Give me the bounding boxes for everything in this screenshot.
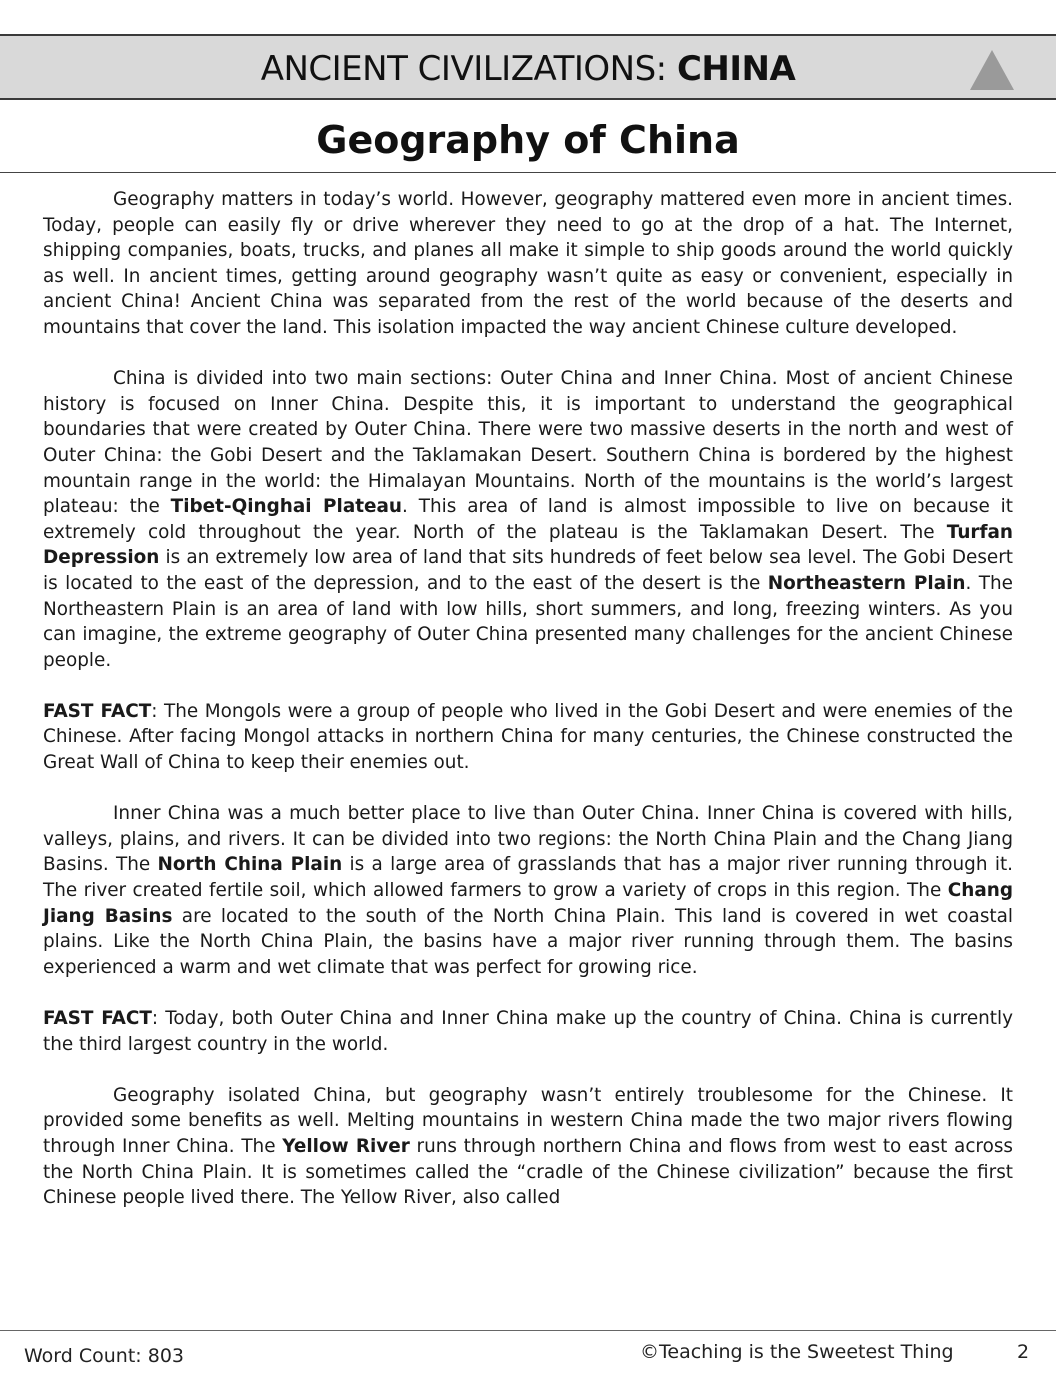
term-tibet-qinghai-plateau: Tibet-Qinghai Plateau — [170, 496, 402, 518]
paragraph-4 — [43, 1083, 1013, 1211]
triangle-icon — [970, 50, 1014, 90]
term-yellow-river: Yellow River — [282, 1135, 410, 1157]
fast-fact-label: FAST FACT — [43, 1008, 152, 1029]
word-count: Word Count: 803 — [24, 1345, 185, 1367]
text-segment: Inner China was a much better place to live than Outer China. Inner China is covered with hills, valleys, plains, and rivers. It can be divided into two regions: the North China Plain and the Chang Jiang Basins. The — [43, 803, 1013, 876]
page-title: Geography of China — [316, 118, 740, 162]
fast-fact-1 — [43, 699, 1013, 776]
fast-fact-2 — [43, 1006, 1013, 1057]
text-segment: is a large area of grasslands that has a major river running through it. The river created fertile soil, which allowed farmers to grow a variety of crops in this region. The — [43, 854, 1014, 902]
series-topic: CHINA — [676, 49, 796, 89]
term-northeastern-plain: Northeastern Plain — [767, 572, 966, 594]
text-segment: is an extremely low area of land that sits hundreds of feet below sea level. The Gobi Desert is located to the east of the depression, and to the east of the desert is the — [43, 547, 1013, 594]
copyright: ©Teaching is the Sweetest Thing — [640, 1341, 954, 1363]
title-divider — [0, 172, 1056, 173]
text-segment: Geography isolated China, but geography wasn’t entirely troublesome for the Chinese. It provided some benefits as well. Melting mountains in western China made the two major rivers flowing through Inner China. The — [43, 1084, 1013, 1157]
header-banner — [0, 34, 1056, 100]
fast-fact-text: : Today, both Outer China and Inner China make up the country of China. China is currently the third largest country in the world. — [43, 1008, 1013, 1055]
text-segment: China is divided into two main sections: Outer China and Inner China. Most of ancient Chinese history is focused on Inner China. Despite this, it is important to understand the geographical boundaries that were created by Outer China. There were two massive deserts in the north and west of Outer China: the Gobi Desert and the Taklamakan Desert. Southern China is bordered by the highest mountain range in the world: the Himalayan Mountains. North of the mountains is the world’s largest plateau: the — [43, 368, 1013, 518]
article-body — [43, 187, 1013, 1211]
series-title — [0, 36, 1056, 98]
term-turfan-depression: Turfan Depression — [43, 521, 1013, 569]
text-segment: . The Northeastern Plain is an area of land with low hills, short summers, and long, freezing winters. As you can imagine, the extreme geography of Outer China presented many challenges for the ancient Chinese people. — [43, 572, 1013, 671]
fast-fact-label: FAST FACT — [43, 700, 152, 722]
footer-divider — [0, 1330, 1056, 1331]
paragraph-3 — [43, 801, 1013, 980]
text-segment: runs through northern China and flows from west to east across the North China Plain. It is sometimes called the “cradle of the Chinese civilization” because the first Chinese people lived there. The Yellow River, also called — [43, 1135, 1014, 1209]
page-number: 2 — [1017, 1341, 1030, 1363]
fast-fact-text: : The Mongols were a group of people who lived in the Gobi Desert and were enemies of the Chinese. After facing Mongol attacks in northern China for many centuries, the Chinese constructed the Great Wall of China to keep their enemies out. — [43, 700, 1013, 774]
term-north-china-plain: North China Plain — [157, 854, 343, 876]
paragraph-2 — [43, 366, 1013, 673]
text-segment: are located to the south of the North China Plain. This land is covered in wet coastal plains. Like the North China Plain, the basins have a major river running through them. The basins experienced a warm and wet climate that was perfect for growing rice. — [43, 905, 1013, 978]
paragraph-1: Geography matters in today’s world. However, geography mattered even more in ancient times. Today, people can easily fly or drive wherever they need to go at the drop of a hat. The Internet, shipping companies, boats, trucks, and planes all make it simple to ship goods around the world quickly as well. In ancient times, getting around geography wasn’t quite as easy or convenient, especially in ancient China! Ancient China was separated from the rest of the world because of the deserts and mountains that cover the land. This isolation impacted the way ancient Chinese culture developed. — [43, 189, 1013, 338]
text-segment: . This area of land is almost impossible to live on because it extremely cold throughout the year. North of the plateau is the Taklamakan Desert. The — [43, 496, 1013, 543]
term-chang-jiang-basins: Chang Jiang Basins — [43, 880, 1013, 927]
series-prefix: ANCIENT CIVILIZATIONS: — [260, 49, 677, 89]
